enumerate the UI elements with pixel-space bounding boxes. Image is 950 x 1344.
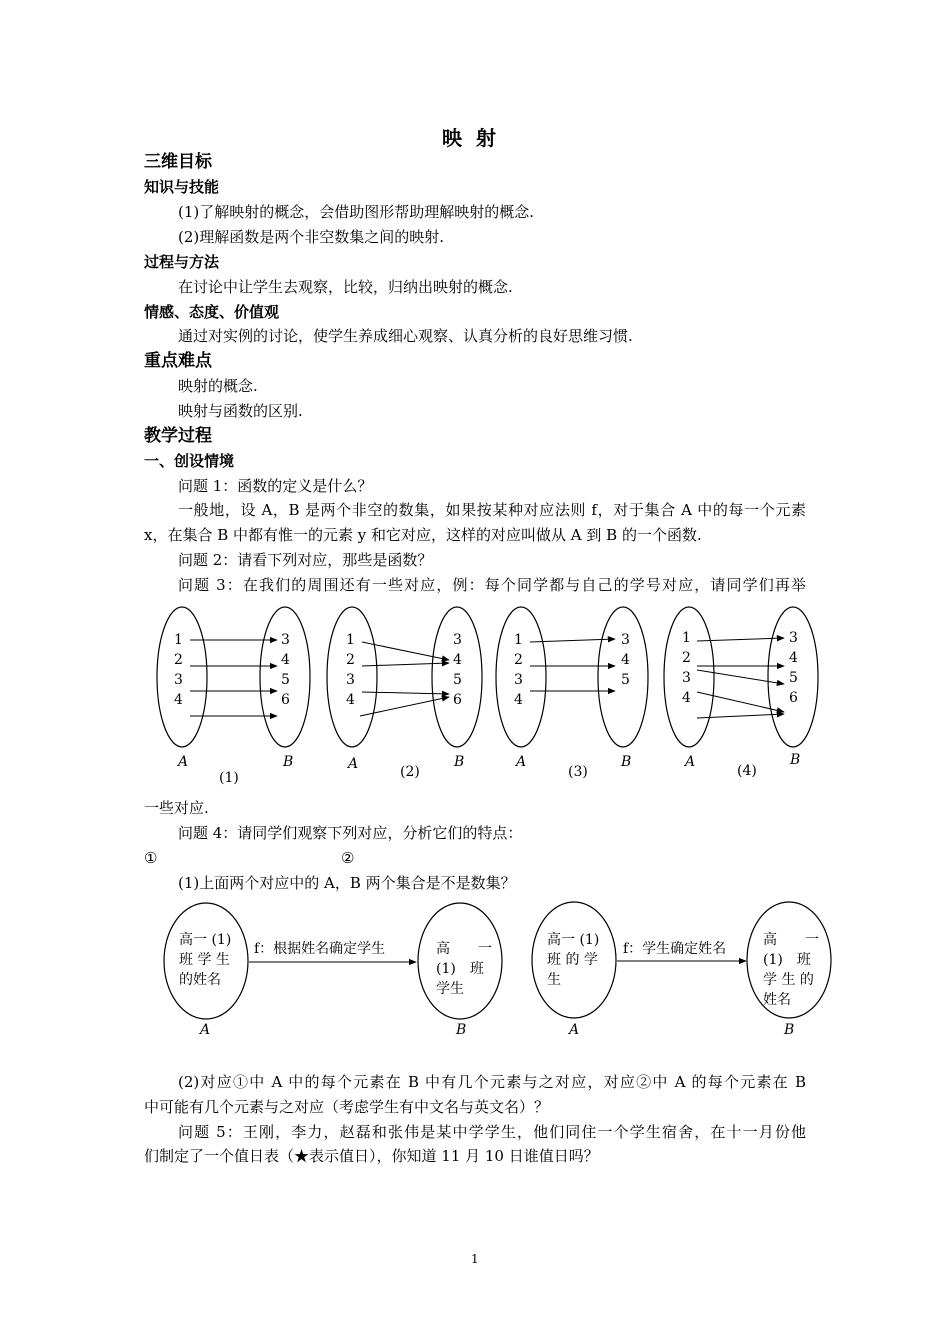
diagram-label: (3) [568,764,588,780]
set-a-element: 4 [174,692,183,708]
set-b-text: 学 生 的 [763,972,814,988]
question-1: 问题 1：函数的定义是什么？ [178,477,373,495]
question-5-line-1: 问题 5：王刚，李力，赵磊和张伟是某中学学生，他们同住一个学生宿舍，在十一月份他 [178,1123,806,1141]
section-heading-teaching: 教学过程 [144,426,212,446]
set-a-element: 1 [346,632,355,648]
question-5-line-2: 们制定了一个值日表（★表示值日），你知道 11 月 10 日谁值日吗？ [144,1147,599,1165]
mapping-arrow [362,663,449,666]
emotion-item-1: 通过对实例的讨论，使学生养成细心观察、认真分析的良好思维习惯. [178,327,633,345]
set-a-element: 4 [682,690,691,706]
set-b-element: 5 [789,670,798,686]
set-a-element: 3 [514,672,523,688]
set-b-element: 4 [453,652,462,668]
set-b-text: 学生 [436,981,464,997]
set-a-name: A [516,754,527,770]
set-b-text: (1) 班 [436,961,484,977]
set-b-name: B [456,1022,467,1038]
set-b-name: B [621,754,632,770]
process-item-1: 在讨论中让学生去观察，比较，归纳出映射的概念. [178,278,513,296]
set-a-element: 3 [174,672,183,688]
subheading-emotion: 情感、态度、价值观 [144,303,280,321]
set-b-element: 3 [621,632,630,648]
set-a-element: 2 [682,650,691,666]
set-a-text: 生 [547,972,561,988]
set-a-text: 的姓名 [179,972,221,988]
set-a-name: A [178,754,189,770]
set-a-element: 3 [682,670,691,686]
set-a-name: A [200,1022,211,1038]
set-a-element: 4 [346,692,355,708]
set-a-element: 2 [346,652,355,668]
set-b-element: 6 [453,692,462,708]
question-4: 问题 4：请同学们观察下列对应，分析它们的特点： [178,824,523,842]
set-a-text: 班 学 生 [179,952,230,968]
page-number: 1 [471,1252,479,1266]
set-b-element: 3 [789,630,798,646]
set-a-element: 1 [174,632,183,648]
mapping-diagram-4 [664,607,818,779]
set-a-text: 高一 (1) [547,932,600,948]
set-b-element: 6 [281,692,290,708]
student-mapping-1 [164,903,502,1038]
subheading-knowledge: 知识与技能 [144,178,220,196]
set-b-element: 5 [621,672,630,688]
set-b-text: 高 一 [763,932,819,948]
knowledge-item-1: (1)了解映射的概念，会借助图形帮助理解映射的概念. [178,203,535,221]
set-b-element: 4 [789,650,798,666]
mapping-arrow [697,692,784,712]
diagram-label: (1) [219,770,239,786]
mapping-arrow [362,692,449,694]
set-b-element: 4 [621,652,630,668]
set-b-text: 高 一 [436,941,492,957]
set-b-text: (1) 班 [763,952,811,968]
set-b-element: 3 [453,632,462,648]
set-b-element: 5 [281,672,290,688]
section-heading-keypoints: 重点难点 [144,351,212,371]
set-b-element: 6 [789,690,798,706]
definition-line-2: x，在集合 B 中都有惟一的元素 y 和它对应，这样的对应叫做从 A 到 B 的一个函数. [144,526,702,544]
set-a-element: 3 [346,672,355,688]
question-4-sub-1: (1)上面两个对应中的 A，B 两个集合是不是数集？ [178,874,516,892]
mapping-diagram-2 [327,607,482,780]
set-b-name: B [283,754,294,770]
mapping-rule: f：根据姓名确定学生 [254,941,386,957]
set-a-text: 班 的 学 [547,952,598,968]
definition-line-1: 一般地，设 A，B 是两个非空的数集，如果按某种对应法则 f，对于集合 A 中的每一个元素 [178,501,806,519]
set-a-name: A [685,754,696,770]
set-a-element: 2 [514,652,523,668]
set-b-name: B [784,1022,795,1038]
question-4-sub-2-line-1: (2)对应①中 A 中的每个元素在 B 中有几个元素与之对应，对应②中 A 的每个元素在 B [178,1073,806,1091]
set-b-text: 姓名 [763,992,791,1008]
subheading-process: 过程与方法 [144,253,220,271]
student-mapping-2 [532,902,831,1038]
circle-label-1: ① [144,849,158,867]
diagram-label: (4) [737,763,757,779]
question-4-sub-2-line-2: 中可能有几个元素与之对应（考虑学生有中文名与英文名）？ [144,1098,550,1116]
set-b-element: 3 [281,632,290,648]
keypoint-item-2: 映射与函数的区别. [178,402,303,420]
mapping-rule: f：学生确定姓名 [623,941,727,957]
set-a-element: 1 [682,630,691,646]
question-3-line-1: 问题 3：在我们的周围还有一些对应，例：每个同学都与自己的学号对应，请同学们再举 [178,576,806,594]
set-a-name: A [348,756,359,772]
keypoint-item-1: 映射的概念. [178,377,258,395]
set-a-text: 高一 (1) [179,932,232,948]
set-a-name: A [569,1022,580,1038]
mapping-diagram-3 [496,607,648,780]
page-title: 映射 [442,126,510,150]
set-a-element: 4 [514,692,523,708]
circle-label-2: ② [341,849,355,867]
diagram-label: (2) [400,764,420,780]
set-b-element: 4 [281,652,290,668]
set-a-element: 1 [514,632,523,648]
section-heading-goals: 三维目标 [144,152,212,172]
question-2: 问题 2：请看下列对应，那些是函数？ [178,551,433,569]
mapping-arrow [697,670,784,684]
set-a-element: 2 [174,652,183,668]
knowledge-item-2: (2)理解函数是两个非空数集之间的映射. [178,228,445,246]
mapping-diagram-1 [157,607,310,786]
set-b-name: B [454,754,465,770]
set-b-name: B [790,752,801,768]
set-b-element: 5 [453,672,462,688]
question-3-line-2: 一些对应. [144,799,209,817]
subheading-situation: 一、创设情境 [144,452,235,470]
